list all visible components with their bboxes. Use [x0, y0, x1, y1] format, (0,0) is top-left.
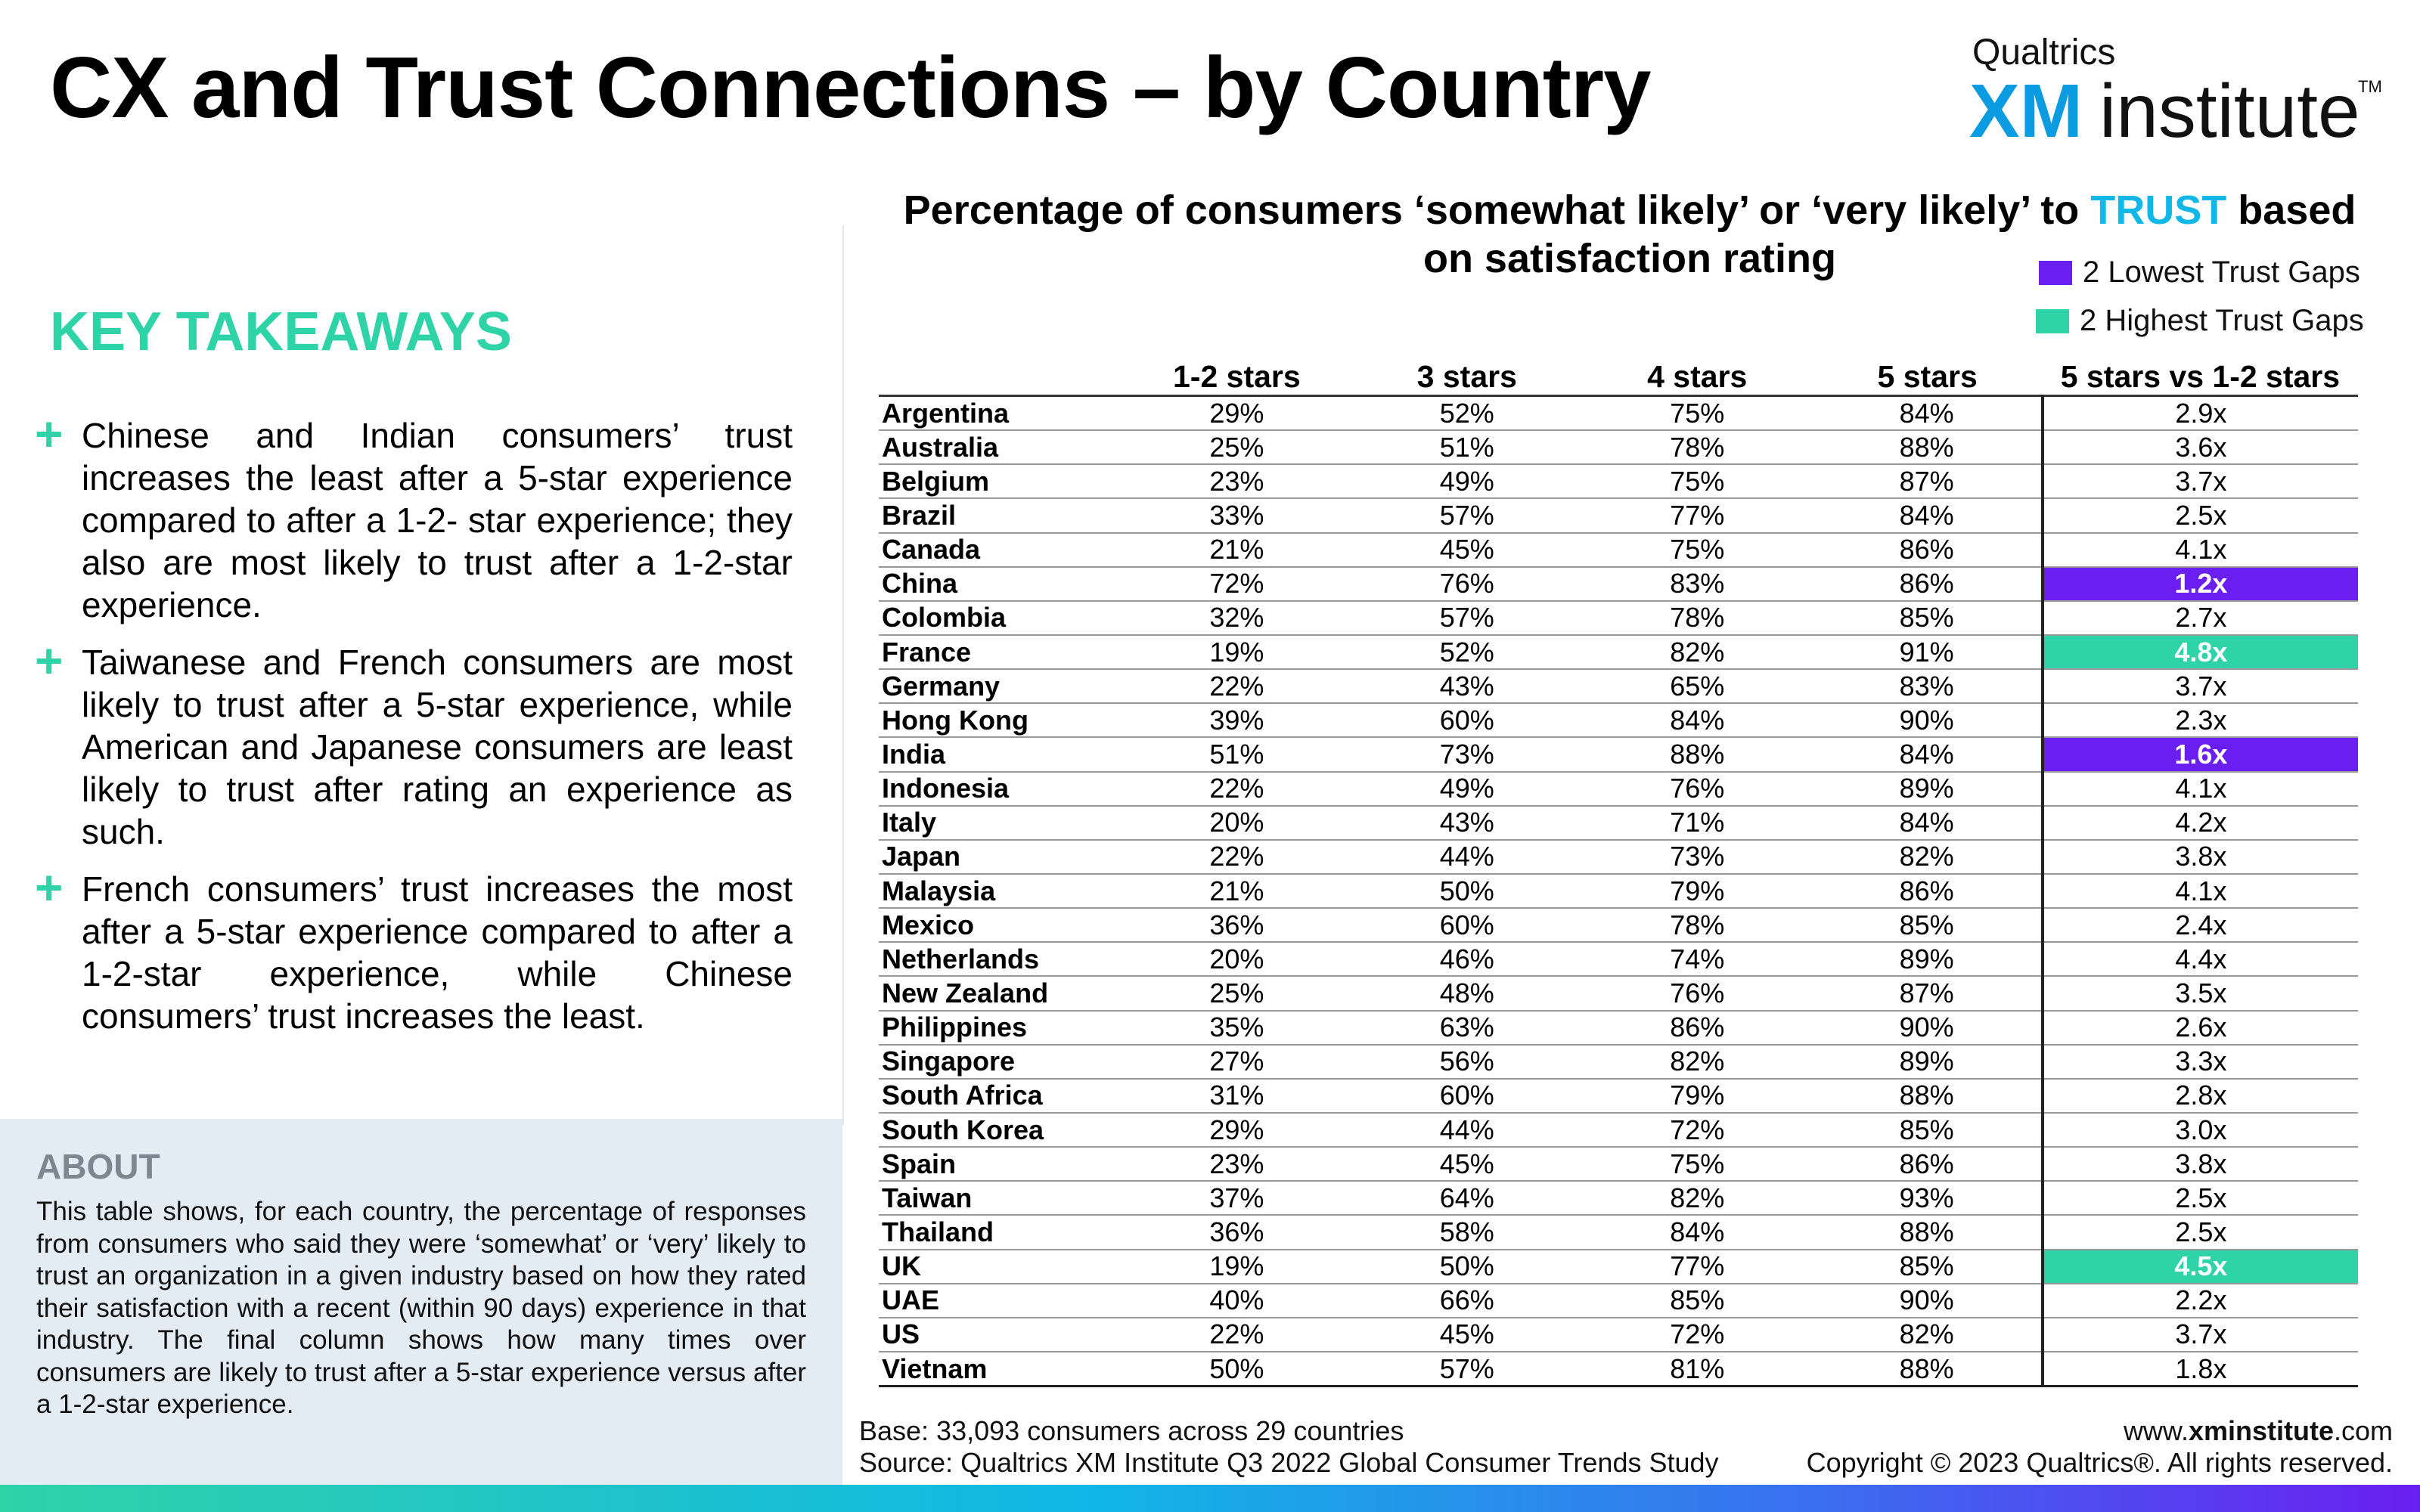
value-cell: 84% [1582, 703, 1812, 737]
table-title-emphasis: TRUST [2090, 187, 2227, 233]
value-cell: 77% [1582, 498, 1812, 532]
url-prefix: www. [2123, 1415, 2189, 1446]
value-cell: 50% [1352, 1250, 1582, 1284]
value-cell: 75% [1582, 396, 1812, 431]
takeaway-item [35, 407, 793, 626]
country-cell: Singapore [879, 1045, 1122, 1079]
country-cell: China [879, 567, 1122, 601]
value-cell: 87% [1812, 464, 2042, 498]
takeaway-item [35, 860, 793, 1037]
value-cell: 58% [1352, 1215, 1582, 1249]
value-cell: 19% [1122, 635, 1351, 669]
table-row [879, 1147, 2358, 1181]
value-cell: 85% [1812, 908, 2042, 942]
value-cell: 36% [1122, 908, 1351, 942]
column-header: 5 stars [1812, 352, 2042, 396]
ratio-cell: 2.8x [2043, 1079, 2358, 1113]
logo-trademark: TM [2358, 77, 2382, 96]
value-cell: 86% [1812, 1147, 2042, 1181]
country-cell: Taiwan [879, 1181, 1122, 1215]
value-cell: 20% [1122, 806, 1351, 840]
value-cell: 23% [1122, 1147, 1351, 1181]
value-cell: 85% [1812, 1250, 2042, 1284]
value-cell: 90% [1812, 1011, 2042, 1045]
value-cell: 85% [1582, 1284, 1812, 1318]
country-cell: South Africa [879, 1079, 1122, 1113]
value-cell: 89% [1812, 772, 2042, 806]
value-cell: 82% [1582, 635, 1812, 669]
ratio-cell: 1.2x [2043, 567, 2358, 601]
takeaway-text: Taiwanese and French consumers are most likely to trust after a 5-star experience, while American and Japanese consumers are least likely to trust after rating an experience as such. [82, 643, 793, 851]
value-cell: 66% [1352, 1284, 1582, 1318]
ratio-cell: 4.8x [2043, 635, 2358, 669]
logo-brand: Qualtrics [1972, 33, 2116, 73]
value-cell: 84% [1812, 498, 2042, 532]
value-cell: 71% [1582, 806, 1812, 840]
ratio-cell: 3.7x [2043, 1318, 2358, 1352]
ratio-cell: 2.5x [2043, 1215, 2358, 1249]
legend-swatch-highest [2036, 309, 2069, 333]
ratio-cell: 3.8x [2043, 840, 2358, 874]
gradient-bar [0, 1485, 2420, 1512]
value-cell: 86% [1582, 1011, 1812, 1045]
table-header-row [879, 352, 2358, 396]
value-cell: 21% [1122, 533, 1351, 567]
value-cell: 22% [1122, 840, 1351, 874]
country-cell: US [879, 1318, 1122, 1352]
base-note: Base: 33,093 consumers across 29 countries [859, 1415, 1404, 1446]
column-header: 1-2 stars [1122, 352, 1351, 396]
table-row [879, 976, 2358, 1010]
value-cell: 57% [1352, 1352, 1582, 1387]
plus-icon: + [35, 860, 64, 915]
value-cell: 45% [1352, 1147, 1582, 1181]
value-cell: 84% [1812, 737, 2042, 771]
value-cell: 77% [1582, 1250, 1812, 1284]
table-row [879, 840, 2358, 874]
ratio-cell: 2.2x [2043, 1284, 2358, 1318]
country-cell: France [879, 635, 1122, 669]
value-cell: 43% [1352, 806, 1582, 840]
value-cell: 56% [1352, 1045, 1582, 1079]
copyright: Copyright © 2023 Qualtrics®. All rights reserved. [1806, 1447, 2393, 1478]
value-cell: 86% [1812, 874, 2042, 908]
country-cell: India [879, 737, 1122, 771]
country-cell: UK [879, 1250, 1122, 1284]
value-cell: 46% [1352, 942, 1582, 976]
logo-xm: XM [1969, 69, 2083, 153]
value-cell: 27% [1122, 1045, 1351, 1079]
page-title: CX and Trust Connections – by Country [50, 40, 1651, 136]
logo-institute: institute [2099, 69, 2360, 153]
value-cell: 89% [1812, 1045, 2042, 1079]
country-cell: Colombia [879, 601, 1122, 635]
value-cell: 57% [1352, 498, 1582, 532]
value-cell: 88% [1582, 737, 1812, 771]
value-cell: 82% [1812, 1318, 2042, 1352]
value-cell: 81% [1582, 1352, 1812, 1387]
value-cell: 82% [1582, 1045, 1812, 1079]
value-cell: 25% [1122, 430, 1351, 464]
value-cell: 49% [1352, 464, 1582, 498]
ratio-cell: 1.6x [2043, 737, 2358, 771]
takeaway-item [35, 634, 793, 853]
value-cell: 29% [1122, 1113, 1351, 1147]
value-cell: 57% [1352, 601, 1582, 635]
country-cell: Brazil [879, 498, 1122, 532]
value-cell: 23% [1122, 464, 1351, 498]
country-cell: Italy [879, 806, 1122, 840]
column-divider [842, 225, 844, 1125]
value-cell: 19% [1122, 1250, 1351, 1284]
value-cell: 60% [1352, 1079, 1582, 1113]
value-cell: 84% [1812, 806, 2042, 840]
table-row [879, 1079, 2358, 1113]
value-cell: 74% [1582, 942, 1812, 976]
value-cell: 86% [1812, 567, 2042, 601]
value-cell: 88% [1812, 1079, 2042, 1113]
value-cell: 76% [1352, 567, 1582, 601]
value-cell: 20% [1122, 942, 1351, 976]
value-cell: 52% [1352, 635, 1582, 669]
value-cell: 75% [1582, 1147, 1812, 1181]
value-cell: 79% [1582, 874, 1812, 908]
ratio-cell: 2.6x [2043, 1011, 2358, 1045]
value-cell: 33% [1122, 498, 1351, 532]
value-cell: 63% [1352, 1011, 1582, 1045]
table-row [879, 737, 2358, 771]
value-cell: 45% [1352, 1318, 1582, 1352]
table-row [879, 601, 2358, 635]
value-cell: 89% [1812, 942, 2042, 976]
value-cell: 44% [1352, 840, 1582, 874]
value-cell: 84% [1812, 396, 2042, 431]
legend-item-lowest [2039, 256, 2360, 290]
value-cell: 49% [1352, 772, 1582, 806]
value-cell: 39% [1122, 703, 1351, 737]
table-row [879, 1318, 2358, 1352]
value-cell: 65% [1582, 669, 1812, 703]
value-cell: 50% [1122, 1352, 1351, 1387]
value-cell: 21% [1122, 874, 1351, 908]
footer-notes [859, 1415, 1719, 1479]
table-row [879, 430, 2358, 464]
takeaway-text: French consumers’ trust increases the most after a 5-star experience compared to after a 1-2-star experience, while Chinese consumers’ trust increases the least. [82, 869, 793, 1036]
ratio-cell: 4.1x [2043, 533, 2358, 567]
table-row [879, 396, 2358, 431]
country-cell: UAE [879, 1284, 1122, 1318]
plus-icon: + [35, 634, 64, 688]
ratio-cell: 2.3x [2043, 703, 2358, 737]
ratio-cell: 3.3x [2043, 1045, 2358, 1079]
value-cell: 22% [1122, 772, 1351, 806]
country-cell: Canada [879, 533, 1122, 567]
value-cell: 90% [1812, 1284, 2042, 1318]
country-cell: Australia [879, 430, 1122, 464]
value-cell: 88% [1812, 1352, 2042, 1387]
value-cell: 32% [1122, 601, 1351, 635]
value-cell: 72% [1582, 1318, 1812, 1352]
country-cell: Vietnam [879, 1352, 1122, 1387]
ratio-cell: 2.9x [2043, 396, 2358, 431]
value-cell: 35% [1122, 1011, 1351, 1045]
table-title-part2: based on satisfaction rating [1423, 187, 2356, 281]
table-row [879, 1181, 2358, 1215]
value-cell: 88% [1812, 1215, 2042, 1249]
value-cell: 51% [1122, 737, 1351, 771]
value-cell: 88% [1812, 430, 2042, 464]
column-header: 3 stars [1352, 352, 1582, 396]
value-cell: 91% [1812, 635, 2042, 669]
value-cell: 83% [1812, 669, 2042, 703]
country-cell: South Korea [879, 1113, 1122, 1147]
ratio-cell: 1.8x [2043, 1352, 2358, 1387]
value-cell: 50% [1352, 874, 1582, 908]
url-domain: xminstitute [2188, 1415, 2334, 1446]
value-cell: 40% [1122, 1284, 1351, 1318]
country-cell: Indonesia [879, 772, 1122, 806]
table-row [879, 806, 2358, 840]
value-cell: 51% [1352, 430, 1582, 464]
value-cell: 48% [1352, 976, 1582, 1010]
value-cell: 43% [1352, 669, 1582, 703]
header-country [879, 352, 1122, 396]
country-cell: New Zealand [879, 976, 1122, 1010]
table-row [879, 533, 2358, 567]
table-row [879, 1284, 2358, 1318]
about-panel [0, 1119, 842, 1485]
value-cell: 72% [1582, 1113, 1812, 1147]
value-cell: 78% [1582, 908, 1812, 942]
table-row [879, 1250, 2358, 1284]
value-cell: 44% [1352, 1113, 1582, 1147]
table-row [879, 567, 2358, 601]
value-cell: 75% [1582, 464, 1812, 498]
table-row [879, 635, 2358, 669]
value-cell: 87% [1812, 976, 2042, 1010]
country-cell: Mexico [879, 908, 1122, 942]
country-cell: Philippines [879, 1011, 1122, 1045]
table-row [879, 942, 2358, 976]
table-row [879, 703, 2358, 737]
country-cell: Spain [879, 1147, 1122, 1181]
value-cell: 36% [1122, 1215, 1351, 1249]
value-cell: 22% [1122, 1318, 1351, 1352]
country-cell: Belgium [879, 464, 1122, 498]
ratio-cell: 2.5x [2043, 1181, 2358, 1215]
value-cell: 78% [1582, 601, 1812, 635]
legend-label-highest: 2 Highest Trust Gaps [2080, 304, 2364, 337]
value-cell: 84% [1582, 1215, 1812, 1249]
value-cell: 83% [1582, 567, 1812, 601]
country-cell: Malaysia [879, 874, 1122, 908]
country-cell: Thailand [879, 1215, 1122, 1249]
table-row [879, 1352, 2358, 1387]
value-cell: 64% [1352, 1181, 1582, 1215]
value-cell: 86% [1812, 533, 2042, 567]
table-title-part1: Percentage of consumers ‘somewhat likely’ or ‘very likely’ to [903, 187, 2091, 233]
value-cell: 60% [1352, 908, 1582, 942]
column-header: 4 stars [1582, 352, 1812, 396]
country-cell: Japan [879, 840, 1122, 874]
key-takeaways-heading: KEY TAKEAWAYS [50, 302, 512, 362]
xm-institute-logo [1957, 30, 2382, 153]
about-text: This table shows, for each country, the percentage of responses from consumers who said they were ‘somewhat’ or ‘very’ likely to trust an organization in a given industry based on how they rated their satisfaction with a recent (within 90 days) experience in that industry. The final column shows how many times over consumers are likely to trust after a 5-star experience versus after a 1-2-star experience. [36, 1197, 806, 1419]
table-row [879, 1113, 2358, 1147]
value-cell: 75% [1582, 533, 1812, 567]
value-cell: 60% [1352, 703, 1582, 737]
ratio-cell: 4.1x [2043, 874, 2358, 908]
value-cell: 25% [1122, 976, 1351, 1010]
table-row [879, 498, 2358, 532]
footer-credits [1807, 1415, 2393, 1479]
website-link[interactable] [1807, 1415, 2393, 1447]
ratio-cell: 4.1x [2043, 772, 2358, 806]
value-cell: 31% [1122, 1079, 1351, 1113]
country-cell: Germany [879, 669, 1122, 703]
value-cell: 93% [1812, 1181, 2042, 1215]
ratio-cell: 4.5x [2043, 1250, 2358, 1284]
plus-icon: + [35, 407, 64, 461]
value-cell: 76% [1582, 772, 1812, 806]
country-cell: Hong Kong [879, 703, 1122, 737]
about-heading: ABOUT [36, 1147, 160, 1186]
value-cell: 72% [1122, 567, 1351, 601]
country-cell: Netherlands [879, 942, 1122, 976]
table-row [879, 464, 2358, 498]
ratio-cell: 3.6x [2043, 430, 2358, 464]
table-row [879, 1011, 2358, 1045]
value-cell: 78% [1582, 430, 1812, 464]
value-cell: 82% [1582, 1181, 1812, 1215]
value-cell: 45% [1352, 533, 1582, 567]
legend-swatch-lowest [2039, 261, 2072, 285]
value-cell: 85% [1812, 1113, 2042, 1147]
value-cell: 73% [1582, 840, 1812, 874]
ratio-cell: 3.8x [2043, 1147, 2358, 1181]
ratio-cell: 3.0x [2043, 1113, 2358, 1147]
value-cell: 37% [1122, 1181, 1351, 1215]
ratio-cell: 3.7x [2043, 669, 2358, 703]
ratio-cell: 2.7x [2043, 601, 2358, 635]
value-cell: 85% [1812, 601, 2042, 635]
country-cell: Argentina [879, 396, 1122, 431]
trust-table [879, 352, 2358, 1387]
column-header: 5 stars vs 1-2 stars [2043, 352, 2358, 396]
table-row [879, 669, 2358, 703]
ratio-cell: 4.2x [2043, 806, 2358, 840]
table-row [879, 1215, 2358, 1249]
ratio-cell: 2.5x [2043, 498, 2358, 532]
ratio-cell: 3.7x [2043, 464, 2358, 498]
table-row [879, 1045, 2358, 1079]
value-cell: 73% [1352, 737, 1582, 771]
table-row [879, 772, 2358, 806]
key-takeaways-list [35, 407, 793, 1052]
value-cell: 90% [1812, 703, 2042, 737]
source-note: Source: Qualtrics XM Institute Q3 2022 Global Consumer Trends Study [859, 1447, 1719, 1478]
value-cell: 82% [1812, 840, 2042, 874]
value-cell: 22% [1122, 669, 1351, 703]
value-cell: 29% [1122, 396, 1351, 431]
value-cell: 52% [1352, 396, 1582, 431]
legend-label-lowest: 2 Lowest Trust Gaps [2083, 256, 2360, 289]
ratio-cell: 3.5x [2043, 976, 2358, 1010]
ratio-cell: 2.4x [2043, 908, 2358, 942]
value-cell: 79% [1582, 1079, 1812, 1113]
table-row [879, 874, 2358, 908]
table-row [879, 908, 2358, 942]
ratio-cell: 4.4x [2043, 942, 2358, 976]
takeaway-text: Chinese and Indian consumers’ trust increases the least after a 5-star experience compared to after a 1-2- star experience; they also are most likely to trust after a 1-2-star experience. [82, 416, 793, 624]
url-suffix: .com [2333, 1415, 2393, 1446]
legend-item-highest [2036, 304, 2364, 338]
value-cell: 76% [1582, 976, 1812, 1010]
